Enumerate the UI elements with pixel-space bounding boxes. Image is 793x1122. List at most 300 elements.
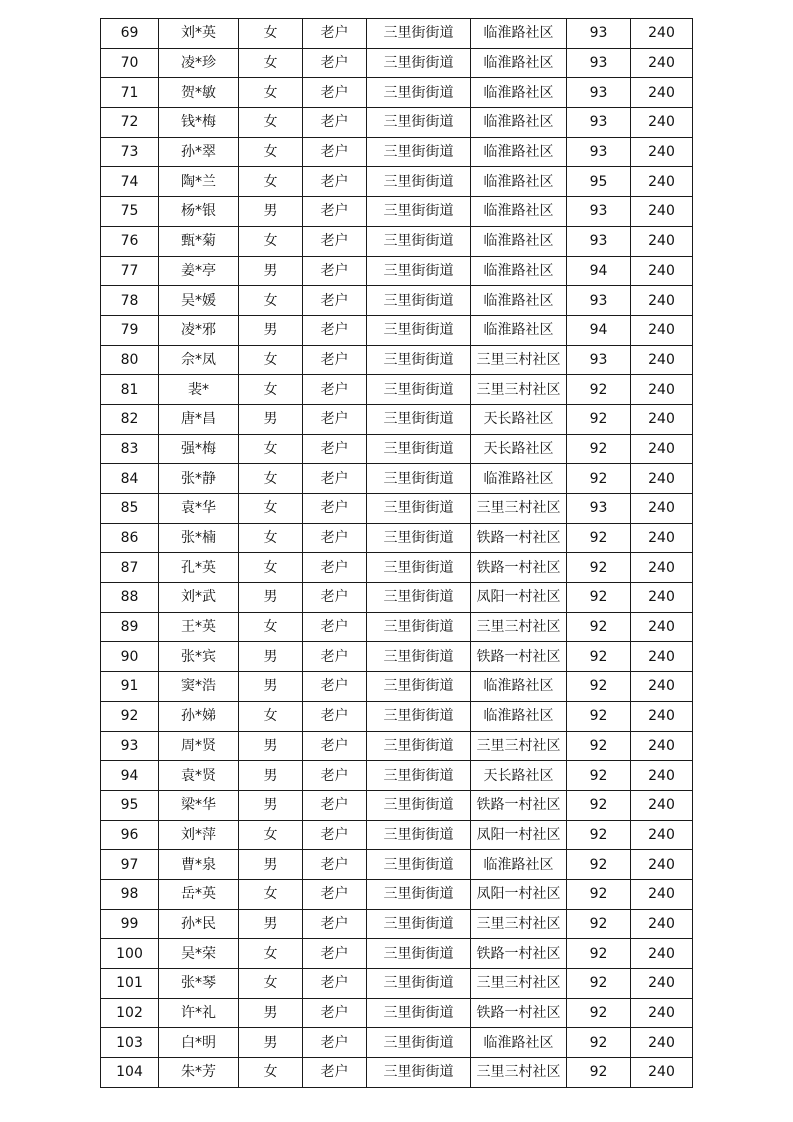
street-cell: 三里街街道 (367, 464, 471, 494)
community-cell: 三里三村社区 (471, 612, 567, 642)
amount-cell: 240 (631, 1058, 693, 1088)
household-type-cell: 老户 (303, 48, 367, 78)
street-cell: 三里街街道 (367, 761, 471, 791)
gender-cell: 男 (239, 761, 303, 791)
row-number-cell: 78 (101, 286, 159, 316)
age-cell: 92 (567, 583, 631, 613)
gender-cell: 男 (239, 790, 303, 820)
row-number-cell: 72 (101, 108, 159, 138)
household-type-cell: 老户 (303, 731, 367, 761)
resident-table-body (101, 19, 693, 1088)
age-cell: 92 (567, 761, 631, 791)
row-number-cell: 76 (101, 226, 159, 256)
street-cell: 三里街街道 (367, 731, 471, 761)
amount-cell: 240 (631, 642, 693, 672)
table-row (101, 879, 693, 909)
community-cell: 临淮路社区 (471, 137, 567, 167)
community-cell: 凤阳一村社区 (471, 879, 567, 909)
name-cell: 袁*贤 (159, 761, 239, 791)
street-cell: 三里街街道 (367, 286, 471, 316)
amount-cell: 240 (631, 583, 693, 613)
name-cell: 裴* (159, 375, 239, 405)
name-cell: 袁*华 (159, 494, 239, 524)
age-cell: 92 (567, 969, 631, 999)
amount-cell: 240 (631, 256, 693, 286)
street-cell: 三里街街道 (367, 850, 471, 880)
table-row (101, 939, 693, 969)
household-type-cell: 老户 (303, 434, 367, 464)
age-cell: 92 (567, 404, 631, 434)
age-cell: 93 (567, 78, 631, 108)
household-type-cell: 老户 (303, 642, 367, 672)
name-cell: 曹*泉 (159, 850, 239, 880)
community-cell: 临淮路社区 (471, 108, 567, 138)
street-cell: 三里街街道 (367, 583, 471, 613)
amount-cell: 240 (631, 167, 693, 197)
street-cell: 三里街街道 (367, 19, 471, 49)
community-cell: 凤阳一村社区 (471, 820, 567, 850)
community-cell: 临淮路社区 (471, 464, 567, 494)
name-cell: 孙*翠 (159, 137, 239, 167)
community-cell: 铁路一村社区 (471, 642, 567, 672)
amount-cell: 240 (631, 19, 693, 49)
age-cell: 93 (567, 197, 631, 227)
street-cell: 三里街街道 (367, 494, 471, 524)
age-cell: 93 (567, 494, 631, 524)
gender-cell: 女 (239, 48, 303, 78)
name-cell: 凌*邪 (159, 315, 239, 345)
age-cell: 92 (567, 790, 631, 820)
amount-cell: 240 (631, 612, 693, 642)
row-number-cell: 95 (101, 790, 159, 820)
community-cell: 临淮路社区 (471, 850, 567, 880)
name-cell: 刘*英 (159, 19, 239, 49)
amount-cell: 240 (631, 1028, 693, 1058)
name-cell: 张*琴 (159, 969, 239, 999)
gender-cell: 男 (239, 909, 303, 939)
row-number-cell: 73 (101, 137, 159, 167)
age-cell: 93 (567, 286, 631, 316)
street-cell: 三里街街道 (367, 701, 471, 731)
age-cell: 92 (567, 731, 631, 761)
street-cell: 三里街街道 (367, 78, 471, 108)
name-cell: 朱*芳 (159, 1058, 239, 1088)
gender-cell: 女 (239, 375, 303, 405)
row-number-cell: 99 (101, 909, 159, 939)
street-cell: 三里街街道 (367, 642, 471, 672)
row-number-cell: 83 (101, 434, 159, 464)
name-cell: 刘*萍 (159, 820, 239, 850)
age-cell: 92 (567, 1028, 631, 1058)
age-cell: 93 (567, 137, 631, 167)
gender-cell: 男 (239, 731, 303, 761)
amount-cell: 240 (631, 761, 693, 791)
amount-cell: 240 (631, 939, 693, 969)
table-row (101, 672, 693, 702)
amount-cell: 240 (631, 701, 693, 731)
gender-cell: 男 (239, 256, 303, 286)
street-cell: 三里街街道 (367, 345, 471, 375)
name-cell: 张*楠 (159, 523, 239, 553)
amount-cell: 240 (631, 375, 693, 405)
amount-cell: 240 (631, 731, 693, 761)
table-row (101, 790, 693, 820)
amount-cell: 240 (631, 137, 693, 167)
household-type-cell: 老户 (303, 226, 367, 256)
name-cell: 吴*媛 (159, 286, 239, 316)
street-cell: 三里街街道 (367, 1028, 471, 1058)
household-type-cell: 老户 (303, 612, 367, 642)
gender-cell: 女 (239, 701, 303, 731)
age-cell: 92 (567, 375, 631, 405)
gender-cell: 女 (239, 434, 303, 464)
resident-table (100, 18, 693, 1088)
amount-cell: 240 (631, 523, 693, 553)
community-cell: 临淮路社区 (471, 286, 567, 316)
row-number-cell: 84 (101, 464, 159, 494)
amount-cell: 240 (631, 315, 693, 345)
amount-cell: 240 (631, 108, 693, 138)
row-number-cell: 74 (101, 167, 159, 197)
community-cell: 临淮路社区 (471, 226, 567, 256)
street-cell: 三里街街道 (367, 167, 471, 197)
gender-cell: 女 (239, 226, 303, 256)
table-row (101, 78, 693, 108)
row-number-cell: 79 (101, 315, 159, 345)
row-number-cell: 75 (101, 197, 159, 227)
name-cell: 凌*珍 (159, 48, 239, 78)
gender-cell: 女 (239, 820, 303, 850)
amount-cell: 240 (631, 998, 693, 1028)
community-cell: 天长路社区 (471, 761, 567, 791)
table-row (101, 553, 693, 583)
row-number-cell: 71 (101, 78, 159, 108)
amount-cell: 240 (631, 404, 693, 434)
name-cell: 梁*华 (159, 790, 239, 820)
household-type-cell: 老户 (303, 939, 367, 969)
row-number-cell: 96 (101, 820, 159, 850)
table-row (101, 998, 693, 1028)
table-row (101, 494, 693, 524)
name-cell: 岳*英 (159, 879, 239, 909)
household-type-cell: 老户 (303, 850, 367, 880)
household-type-cell: 老户 (303, 672, 367, 702)
row-number-cell: 98 (101, 879, 159, 909)
street-cell: 三里街街道 (367, 375, 471, 405)
street-cell: 三里街街道 (367, 256, 471, 286)
name-cell: 佘*凤 (159, 345, 239, 375)
name-cell: 甄*菊 (159, 226, 239, 256)
street-cell: 三里街街道 (367, 820, 471, 850)
table-row (101, 583, 693, 613)
table-row (101, 256, 693, 286)
row-number-cell: 81 (101, 375, 159, 405)
household-type-cell: 老户 (303, 404, 367, 434)
street-cell: 三里街街道 (367, 553, 471, 583)
age-cell: 92 (567, 553, 631, 583)
community-cell: 铁路一村社区 (471, 939, 567, 969)
amount-cell: 240 (631, 790, 693, 820)
row-number-cell: 70 (101, 48, 159, 78)
row-number-cell: 92 (101, 701, 159, 731)
gender-cell: 女 (239, 612, 303, 642)
age-cell: 92 (567, 672, 631, 702)
table-row (101, 434, 693, 464)
name-cell: 钱*梅 (159, 108, 239, 138)
amount-cell: 240 (631, 850, 693, 880)
row-number-cell: 86 (101, 523, 159, 553)
table-row (101, 731, 693, 761)
age-cell: 92 (567, 523, 631, 553)
household-type-cell: 老户 (303, 197, 367, 227)
gender-cell: 男 (239, 850, 303, 880)
gender-cell: 男 (239, 672, 303, 702)
street-cell: 三里街街道 (367, 998, 471, 1028)
row-number-cell: 88 (101, 583, 159, 613)
community-cell: 临淮路社区 (471, 167, 567, 197)
row-number-cell: 77 (101, 256, 159, 286)
amount-cell: 240 (631, 464, 693, 494)
community-cell: 三里三村社区 (471, 1058, 567, 1088)
table-row (101, 909, 693, 939)
household-type-cell: 老户 (303, 820, 367, 850)
community-cell: 三里三村社区 (471, 345, 567, 375)
gender-cell: 女 (239, 464, 303, 494)
community-cell: 铁路一村社区 (471, 790, 567, 820)
amount-cell: 240 (631, 553, 693, 583)
row-number-cell: 104 (101, 1058, 159, 1088)
age-cell: 92 (567, 998, 631, 1028)
table-row (101, 642, 693, 672)
gender-cell: 男 (239, 642, 303, 672)
household-type-cell: 老户 (303, 167, 367, 197)
street-cell: 三里街街道 (367, 672, 471, 702)
name-cell: 张*宾 (159, 642, 239, 672)
community-cell: 临淮路社区 (471, 701, 567, 731)
gender-cell: 男 (239, 998, 303, 1028)
amount-cell: 240 (631, 879, 693, 909)
amount-cell: 240 (631, 494, 693, 524)
row-number-cell: 102 (101, 998, 159, 1028)
row-number-cell: 101 (101, 969, 159, 999)
community-cell: 三里三村社区 (471, 494, 567, 524)
gender-cell: 女 (239, 523, 303, 553)
street-cell: 三里街街道 (367, 315, 471, 345)
community-cell: 铁路一村社区 (471, 523, 567, 553)
household-type-cell: 老户 (303, 315, 367, 345)
amount-cell: 240 (631, 286, 693, 316)
street-cell: 三里街街道 (367, 790, 471, 820)
age-cell: 95 (567, 167, 631, 197)
age-cell: 92 (567, 909, 631, 939)
household-type-cell: 老户 (303, 137, 367, 167)
amount-cell: 240 (631, 78, 693, 108)
community-cell: 临淮路社区 (471, 672, 567, 702)
household-type-cell: 老户 (303, 464, 367, 494)
age-cell: 92 (567, 820, 631, 850)
row-number-cell: 94 (101, 761, 159, 791)
age-cell: 92 (567, 642, 631, 672)
street-cell: 三里街街道 (367, 909, 471, 939)
age-cell: 92 (567, 434, 631, 464)
table-row (101, 612, 693, 642)
name-cell: 周*贤 (159, 731, 239, 761)
household-type-cell: 老户 (303, 108, 367, 138)
gender-cell: 女 (239, 19, 303, 49)
amount-cell: 240 (631, 820, 693, 850)
name-cell: 许*礼 (159, 998, 239, 1028)
table-row (101, 108, 693, 138)
age-cell: 92 (567, 850, 631, 880)
name-cell: 窦*浩 (159, 672, 239, 702)
gender-cell: 女 (239, 494, 303, 524)
gender-cell: 女 (239, 345, 303, 375)
gender-cell: 男 (239, 404, 303, 434)
gender-cell: 男 (239, 197, 303, 227)
gender-cell: 女 (239, 969, 303, 999)
row-number-cell: 82 (101, 404, 159, 434)
gender-cell: 女 (239, 167, 303, 197)
name-cell: 贺*敏 (159, 78, 239, 108)
community-cell: 三里三村社区 (471, 969, 567, 999)
name-cell: 刘*武 (159, 583, 239, 613)
amount-cell: 240 (631, 909, 693, 939)
household-type-cell: 老户 (303, 375, 367, 405)
age-cell: 92 (567, 701, 631, 731)
table-row (101, 167, 693, 197)
table-row (101, 969, 693, 999)
table-row (101, 1058, 693, 1088)
household-type-cell: 老户 (303, 969, 367, 999)
table-row (101, 820, 693, 850)
street-cell: 三里街街道 (367, 226, 471, 256)
community-cell: 三里三村社区 (471, 731, 567, 761)
row-number-cell: 90 (101, 642, 159, 672)
table-row (101, 1028, 693, 1058)
street-cell: 三里街街道 (367, 48, 471, 78)
name-cell: 白*明 (159, 1028, 239, 1058)
amount-cell: 240 (631, 226, 693, 256)
age-cell: 94 (567, 315, 631, 345)
amount-cell: 240 (631, 969, 693, 999)
street-cell: 三里街街道 (367, 879, 471, 909)
community-cell: 临淮路社区 (471, 256, 567, 286)
household-type-cell: 老户 (303, 256, 367, 286)
name-cell: 唐*昌 (159, 404, 239, 434)
community-cell: 临淮路社区 (471, 78, 567, 108)
street-cell: 三里街街道 (367, 137, 471, 167)
community-cell: 三里三村社区 (471, 375, 567, 405)
gender-cell: 男 (239, 315, 303, 345)
community-cell: 三里三村社区 (471, 909, 567, 939)
gender-cell: 女 (239, 78, 303, 108)
name-cell: 强*梅 (159, 434, 239, 464)
amount-cell: 240 (631, 434, 693, 464)
street-cell: 三里街街道 (367, 404, 471, 434)
gender-cell: 女 (239, 553, 303, 583)
name-cell: 吴*荣 (159, 939, 239, 969)
age-cell: 93 (567, 48, 631, 78)
amount-cell: 240 (631, 672, 693, 702)
table-row (101, 375, 693, 405)
household-type-cell: 老户 (303, 286, 367, 316)
household-type-cell: 老户 (303, 1028, 367, 1058)
community-cell: 临淮路社区 (471, 315, 567, 345)
age-cell: 92 (567, 612, 631, 642)
street-cell: 三里街街道 (367, 969, 471, 999)
row-number-cell: 93 (101, 731, 159, 761)
street-cell: 三里街街道 (367, 197, 471, 227)
gender-cell: 女 (239, 137, 303, 167)
row-number-cell: 91 (101, 672, 159, 702)
row-number-cell: 69 (101, 19, 159, 49)
household-type-cell: 老户 (303, 1058, 367, 1088)
table-row (101, 197, 693, 227)
community-cell: 天长路社区 (471, 404, 567, 434)
household-type-cell: 老户 (303, 761, 367, 791)
household-type-cell: 老户 (303, 701, 367, 731)
community-cell: 天长路社区 (471, 434, 567, 464)
row-number-cell: 80 (101, 345, 159, 375)
community-cell: 铁路一村社区 (471, 553, 567, 583)
gender-cell: 男 (239, 1028, 303, 1058)
household-type-cell: 老户 (303, 19, 367, 49)
gender-cell: 女 (239, 108, 303, 138)
community-cell: 临淮路社区 (471, 1028, 567, 1058)
community-cell: 临淮路社区 (471, 197, 567, 227)
age-cell: 93 (567, 108, 631, 138)
street-cell: 三里街街道 (367, 108, 471, 138)
name-cell: 陶*兰 (159, 167, 239, 197)
name-cell: 张*静 (159, 464, 239, 494)
age-cell: 92 (567, 464, 631, 494)
table-row (101, 19, 693, 49)
community-cell: 临淮路社区 (471, 19, 567, 49)
community-cell: 凤阳一村社区 (471, 583, 567, 613)
household-type-cell: 老户 (303, 790, 367, 820)
gender-cell: 女 (239, 1058, 303, 1088)
gender-cell: 男 (239, 583, 303, 613)
street-cell: 三里街街道 (367, 939, 471, 969)
household-type-cell: 老户 (303, 345, 367, 375)
table-row (101, 523, 693, 553)
row-number-cell: 87 (101, 553, 159, 583)
name-cell: 王*英 (159, 612, 239, 642)
age-cell: 93 (567, 226, 631, 256)
table-row (101, 761, 693, 791)
community-cell: 铁路一村社区 (471, 998, 567, 1028)
street-cell: 三里街街道 (367, 1058, 471, 1088)
table-row (101, 464, 693, 494)
age-cell: 93 (567, 345, 631, 375)
table-row (101, 345, 693, 375)
street-cell: 三里街街道 (367, 434, 471, 464)
age-cell: 92 (567, 879, 631, 909)
name-cell: 姜*亭 (159, 256, 239, 286)
community-cell: 临淮路社区 (471, 48, 567, 78)
street-cell: 三里街街道 (367, 612, 471, 642)
amount-cell: 240 (631, 48, 693, 78)
name-cell: 杨*银 (159, 197, 239, 227)
row-number-cell: 103 (101, 1028, 159, 1058)
household-type-cell: 老户 (303, 998, 367, 1028)
name-cell: 孙*民 (159, 909, 239, 939)
gender-cell: 女 (239, 939, 303, 969)
age-cell: 92 (567, 939, 631, 969)
table-row (101, 701, 693, 731)
amount-cell: 240 (631, 345, 693, 375)
table-row (101, 286, 693, 316)
